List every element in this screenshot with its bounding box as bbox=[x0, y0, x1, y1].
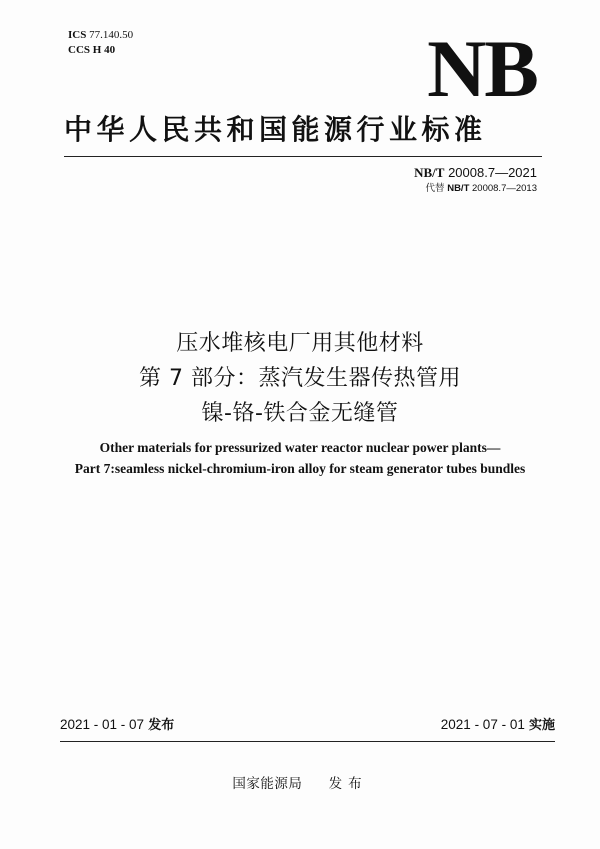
issuer-action: 发布 bbox=[328, 776, 368, 792]
title-en-line-2: Part 7:seamless nickel-chromium-iron alloy for steam generator tubes bundles bbox=[74, 461, 526, 476]
implement-date: 2021 - 07 - 01 bbox=[440, 717, 525, 732]
title-cn-line-3: 镍-铬-铁合金无缝管 bbox=[201, 401, 399, 426]
standard-number-value: 20008.7—2021 bbox=[448, 165, 537, 180]
replaces-label: 代替 bbox=[425, 183, 445, 194]
footer-divider bbox=[60, 741, 555, 742]
nb-logo: NB bbox=[427, 23, 537, 114]
standard-type-heading: 中华人民共和国能源行业标准 bbox=[64, 113, 487, 146]
implement-date-block bbox=[441, 716, 555, 735]
issuer-line bbox=[0, 775, 600, 793]
document-title-en bbox=[0, 437, 600, 479]
replaces-number: 20008.7—2013 bbox=[472, 183, 537, 194]
issue-date-block bbox=[60, 716, 174, 735]
ccs-code bbox=[68, 43, 133, 58]
ccs-value: H 40 bbox=[92, 44, 116, 56]
standard-number-block bbox=[414, 164, 537, 196]
standard-number bbox=[414, 164, 537, 182]
title-en-line-1: Other materials for pressurized water reactor nuclear power plants— bbox=[99, 440, 501, 455]
header-divider bbox=[64, 156, 542, 157]
replaces-code: NB/T bbox=[447, 183, 470, 194]
document-title-cn bbox=[0, 326, 600, 431]
standard-code: NB/T bbox=[414, 165, 445, 180]
ccs-label: CCS bbox=[68, 44, 91, 56]
issuing-organization: 国家能源局 bbox=[232, 776, 303, 792]
implement-word: 实施 bbox=[528, 718, 555, 733]
ics-label: ICS bbox=[68, 29, 87, 41]
ics-code bbox=[68, 28, 133, 43]
title-cn-line-1: 压水堆核电厂用其他材料 bbox=[176, 331, 424, 356]
title-cn-line-2: 第 7 部分：蒸汽发生器传热管用 bbox=[139, 366, 461, 391]
ics-value: 77.140.50 bbox=[89, 29, 134, 41]
issue-date: 2021 - 01 - 07 bbox=[60, 717, 145, 732]
classification-codes bbox=[68, 28, 133, 58]
issue-word: 发布 bbox=[148, 718, 175, 733]
replaces-line bbox=[414, 182, 537, 196]
